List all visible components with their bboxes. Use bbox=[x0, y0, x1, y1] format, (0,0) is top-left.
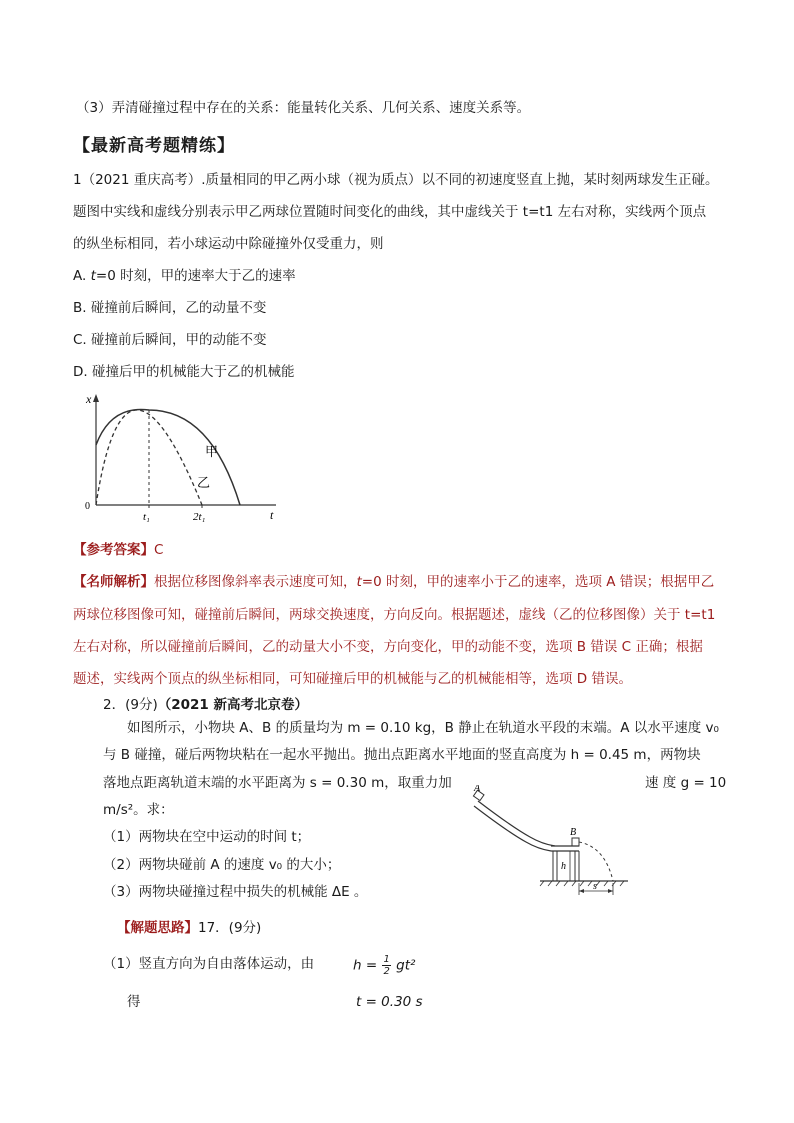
graph-jia-label: 甲 bbox=[205, 444, 219, 459]
q1-option-b: B. 碰撞前后瞬间，乙的动量不变 bbox=[73, 300, 267, 316]
label-s: s bbox=[593, 881, 597, 892]
q2-line4: m/s²。求： bbox=[103, 802, 174, 818]
q2-solution-header bbox=[117, 918, 261, 938]
s-arrow-left bbox=[579, 889, 584, 893]
graph-origin-label: 0 bbox=[85, 501, 90, 512]
intro-relation-line: （3）弄清碰撞过程中存在的关系：能量转化关系、几何关系、速度关系等。 bbox=[76, 100, 531, 116]
q1-option-a bbox=[73, 266, 296, 286]
q1-xt-graph bbox=[76, 390, 291, 530]
label-h: h bbox=[561, 861, 566, 872]
q2-step1-formula bbox=[353, 954, 415, 977]
q2-header bbox=[103, 695, 308, 715]
graph-y-arrow bbox=[93, 394, 99, 402]
option-a-prefix: A. bbox=[73, 268, 91, 284]
solution-label: 【解题思路】 bbox=[117, 920, 198, 936]
section-title: 【最新高考题精练】 bbox=[73, 136, 235, 156]
analysis-line1b: =0 时刻，甲的速率小于乙的速率，选项 A 错误；根据甲乙 bbox=[361, 574, 715, 590]
q1-analysis-line3: 左右对称，所以碰撞前后瞬间，乙的动量大小不变，方向变化，甲的动能不变，选项 B 错误 C 正确；根据 bbox=[73, 639, 703, 655]
q2-number: 2．(9分) bbox=[103, 697, 158, 713]
formula-half-den: 2 bbox=[383, 966, 390, 977]
q2-line2: 与 B 碰撞，碰后两物块粘在一起水平抛出。抛出点距离水平地面的竖直高度为 h = 0.45 m，两物块 bbox=[103, 747, 701, 763]
formula-rhs: gt² bbox=[396, 957, 416, 974]
block-b bbox=[572, 838, 579, 846]
q1-stem-line3: 的纵坐标相同，若小球运动中除碰撞外仅受重力，则 bbox=[73, 236, 384, 252]
analysis-label: 【名师解析】 bbox=[73, 574, 154, 590]
solution-num: 17．(9分) bbox=[198, 920, 262, 936]
q1-analysis-line1 bbox=[73, 572, 714, 592]
q2-source: （2021 新高考北京卷） bbox=[157, 697, 308, 713]
q1-option-d: D. 碰撞后甲的机械能大于乙的机械能 bbox=[73, 364, 295, 380]
q2-sub3: （3）两物块碰撞过程中损失的机械能 ΔE 。 bbox=[103, 884, 368, 900]
graph-x-label: t bbox=[270, 508, 274, 522]
q1-answer bbox=[73, 540, 163, 560]
answer-label: 【参考答案】 bbox=[73, 542, 154, 558]
analysis-line1a: 根据位移图像斜率表示速度可知， bbox=[154, 574, 357, 590]
q1-stem-line1: 1（2021 重庆高考）.质量相同的甲乙两小球（视为质点）以不同的初速度竖直上抛，某时刻两球发生正碰。 bbox=[73, 172, 719, 188]
track-upper-line bbox=[478, 801, 555, 846]
projectile-path bbox=[579, 842, 613, 881]
graph-t1-label: t₁ bbox=[143, 511, 150, 523]
q2-line3-right: 速 度 g = 10 bbox=[645, 775, 727, 791]
formula-lhs: h = bbox=[353, 957, 378, 974]
q2-line3: 落地点距离轨道末端的水平距离为 s = 0.30 m，取重力加 bbox=[103, 775, 452, 791]
q2-step2-result: t = 0.30 s bbox=[356, 994, 423, 1010]
ground-hatching bbox=[540, 881, 624, 886]
curve-jia bbox=[96, 409, 240, 505]
q2-track-figure bbox=[460, 785, 630, 900]
analysis-line1t: t bbox=[356, 574, 362, 590]
option-a-t: t bbox=[90, 268, 96, 284]
graph-yi-label: 乙 bbox=[197, 475, 211, 490]
q2-step1-text: （1）竖直方向为自由落体运动，由 bbox=[103, 956, 315, 972]
s-arrow-right bbox=[608, 889, 613, 893]
q2-step2-text: 得 bbox=[127, 994, 141, 1010]
answer-value: C bbox=[154, 542, 164, 558]
q1-analysis-line4: 题述，实线两个顶点的纵坐标相同，可知碰撞后甲的机械能与乙的机械能相等，选项 D 错误。 bbox=[73, 671, 632, 687]
label-a: A bbox=[474, 785, 481, 794]
option-a-rest: =0 时刻，甲的速率大于乙的速率 bbox=[95, 268, 296, 284]
q2-line1: 如图所示，小物块 A、B 的质量均为 m = 0.10 kg，B 静止在轨道水平段的末端。A 以水平速度 v₀ bbox=[127, 720, 719, 736]
graph-2t1-label: 2t₁ bbox=[193, 511, 206, 523]
formula-half bbox=[382, 954, 390, 977]
q1-analysis-line2: 两球位移图像可知，碰撞前后瞬间，两球交换速度，方向反向。根据题述，虚线（乙的位移图像）关于 t=t1 bbox=[73, 607, 716, 623]
graph-y-label: x bbox=[86, 392, 92, 406]
q2-sub2: （2）两物块碰前 A 的速度 v₀ 的大小； bbox=[103, 857, 341, 873]
q2-sub1: （1）两物块在空中运动的时间 t； bbox=[103, 829, 311, 845]
label-b: B bbox=[570, 827, 577, 838]
formula-half-num: 1 bbox=[383, 954, 390, 965]
q1-stem-line2: 题图中实线和虚线分别表示甲乙两球位置随时间变化的曲线，其中虚线关于 t=t1 左右对称，实线两个顶点 bbox=[73, 204, 707, 220]
q1-option-c: C. 碰撞前后瞬间，甲的动能不变 bbox=[73, 332, 267, 348]
track-lower-line bbox=[474, 806, 551, 851]
